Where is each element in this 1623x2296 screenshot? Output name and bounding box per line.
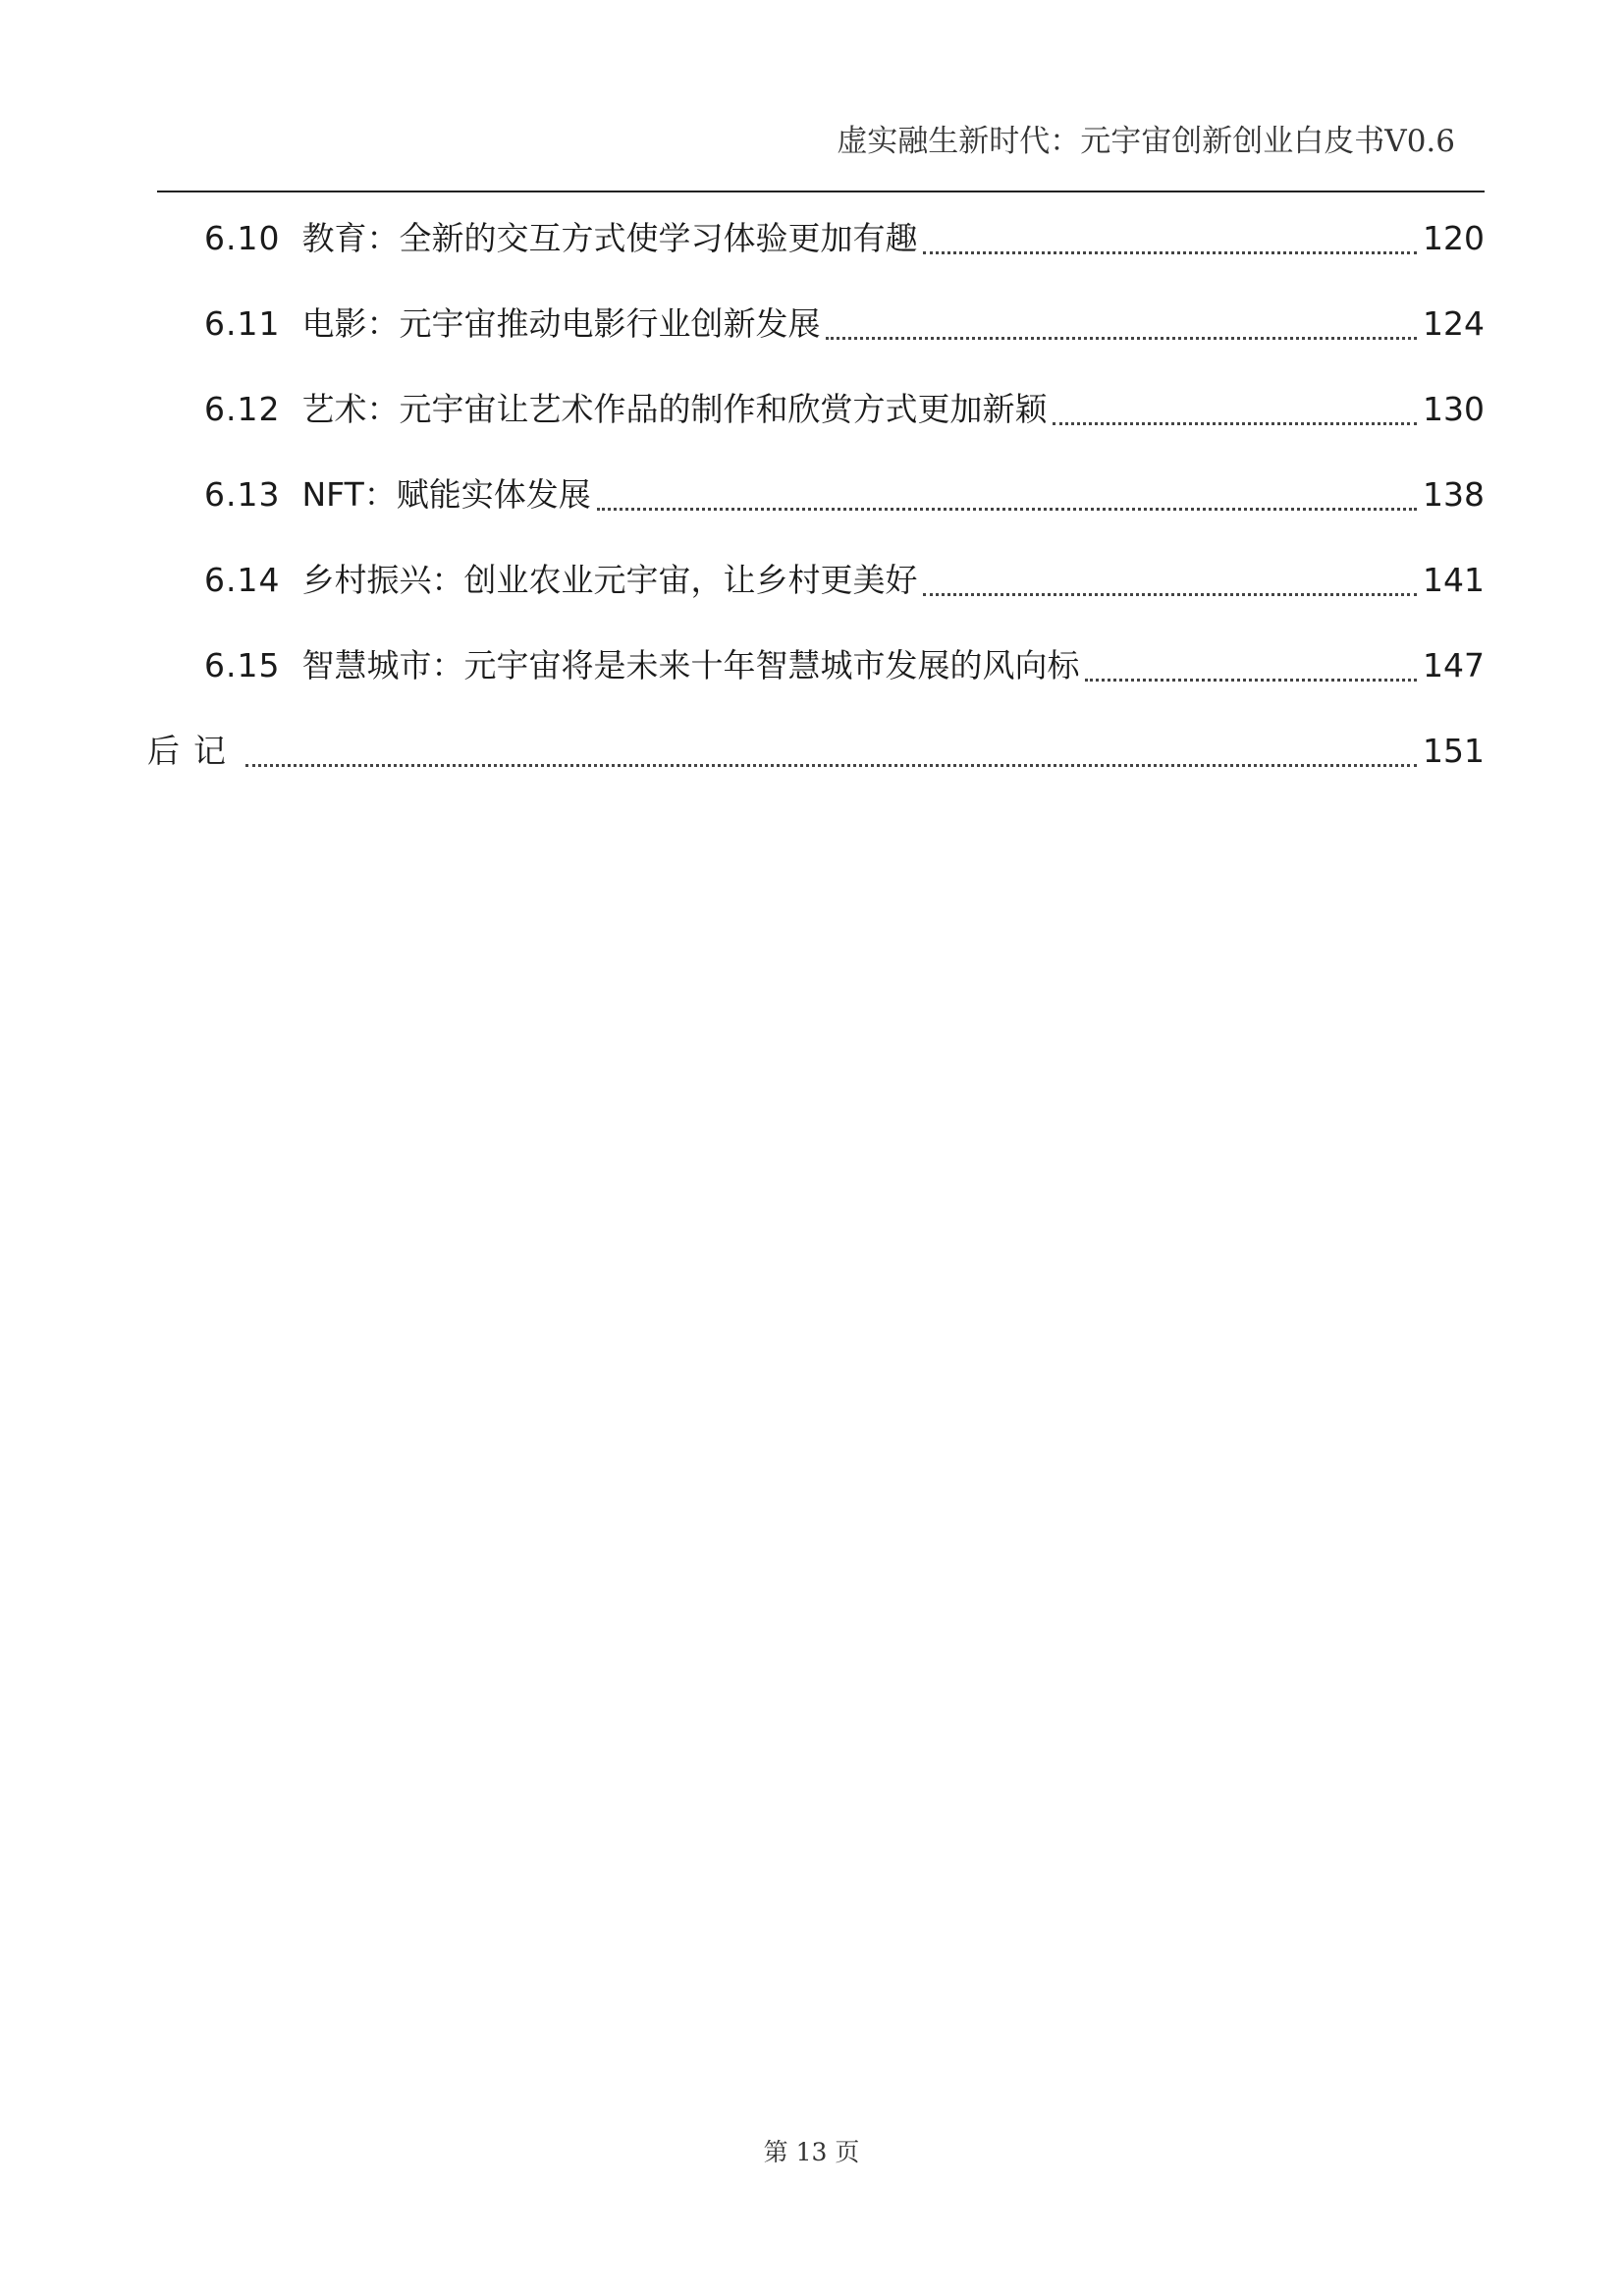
toc-dot-leader <box>245 764 1417 767</box>
page-number-footer: 第 13 页 <box>763 2138 860 2166</box>
toc-entry-page: 124 <box>1423 304 1485 343</box>
toc-entry-title: 电影：元宇宙推动电影行业创新发展 <box>301 304 821 343</box>
toc-entry-number: 6.14 <box>204 561 281 599</box>
toc-dot-leader <box>923 593 1417 596</box>
toc-entry-6-13[interactable] <box>204 470 1485 519</box>
running-header: 虚实融生新时代：元宇宙创新创业白皮书V0.6 <box>837 124 1455 159</box>
toc-entry-title: 后记 <box>147 732 240 770</box>
toc-entry-6-12[interactable] <box>204 385 1485 434</box>
toc-entry-6-10[interactable] <box>204 214 1485 263</box>
toc-entry-6-14[interactable] <box>204 556 1485 605</box>
toc-entry-afterword[interactable] <box>147 727 1485 776</box>
header-rule <box>157 191 1485 192</box>
toc-entry-number: 6.12 <box>204 390 281 428</box>
toc-entry-number: 6.11 <box>204 304 281 343</box>
toc-entry-number: 6.13 <box>204 475 281 514</box>
toc-entry-page: 120 <box>1423 219 1485 257</box>
toc-entry-page: 151 <box>1423 732 1485 770</box>
toc-entry-page: 130 <box>1423 390 1485 428</box>
toc-entry-6-15[interactable] <box>204 641 1485 690</box>
toc-dot-leader <box>1053 422 1417 425</box>
toc-entry-title: 乡村振兴：创业农业元宇宙，让乡村更美好 <box>301 561 918 599</box>
toc-entry-page: 147 <box>1423 646 1485 684</box>
toc-dot-leader <box>1085 679 1417 682</box>
toc-entry-6-11[interactable] <box>204 300 1485 349</box>
toc-entry-title: NFT：赋能实体发展 <box>301 475 591 514</box>
toc-entry-page: 141 <box>1423 561 1485 599</box>
toc-entry-title: 艺术：元宇宙让艺术作品的制作和欣赏方式更加新颖 <box>301 390 1048 428</box>
toc-entry-title: 智慧城市：元宇宙将是未来十年智慧城市发展的风向标 <box>301 646 1080 684</box>
toc-dot-leader <box>826 337 1417 340</box>
toc-dot-leader <box>923 251 1417 254</box>
toc-entry-number: 6.10 <box>204 219 281 257</box>
toc-entry-title: 教育：全新的交互方式使学习体验更加有趣 <box>301 219 918 257</box>
toc-dot-leader <box>597 508 1417 511</box>
toc-entry-page: 138 <box>1423 475 1485 514</box>
toc-entry-number: 6.15 <box>204 646 281 684</box>
